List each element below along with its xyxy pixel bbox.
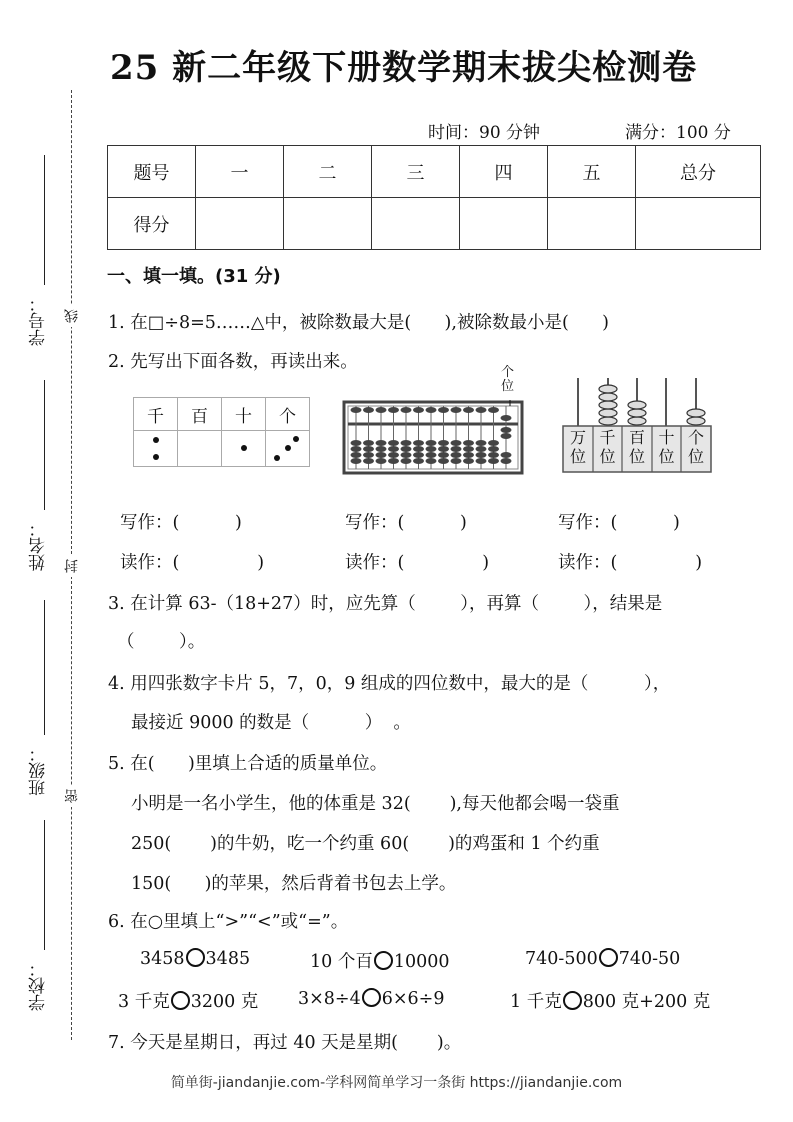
compare-left: 3458 <box>140 949 185 969</box>
question-5-line-2: 250( )的牛奶，吃一个约重 60( )的鸡蛋和 1 个约重 <box>131 834 600 854</box>
score-row-label: 得分 <box>108 198 196 250</box>
question-2: 2. 先写出下面各数，再读出来。 <box>108 352 358 372</box>
abacus-bead <box>401 407 412 413</box>
abacus-bead <box>488 458 499 464</box>
compare-right: 3485 <box>205 949 251 969</box>
class-line[interactable] <box>44 600 45 735</box>
compare-right: 6×6÷9 <box>381 989 445 1009</box>
count-dot <box>274 455 280 461</box>
question-4: 4. 用四张数字卡片 5，7，0，9 组成的四位数中，最大的是（ ）， <box>108 674 671 694</box>
question-3: 3. 在计算 63-（18+27）时，应先算（ ），再算（ ），结果是 <box>108 594 663 614</box>
score-cell[interactable] <box>460 198 548 250</box>
compare-circle[interactable] <box>186 948 205 967</box>
abacus-bead <box>488 446 499 452</box>
abacus-bead <box>401 440 412 446</box>
counter-label: 百位 <box>628 428 645 466</box>
compare-right: 740-50 <box>618 949 681 969</box>
abacus-bead <box>451 440 462 446</box>
abacus-bead <box>401 452 412 458</box>
abacus-bead <box>363 458 374 464</box>
compare-circle[interactable] <box>563 991 582 1010</box>
binding-word-seal: 封 <box>62 555 82 577</box>
abacus-bead <box>476 407 487 413</box>
abacus-bead <box>351 440 362 446</box>
page-title: 25 新二年级下册数学期末拔尖检测卷 <box>110 48 698 88</box>
abacus-bead <box>488 452 499 458</box>
abacus-bead <box>476 458 487 464</box>
binding-word-line: 线 <box>62 305 82 327</box>
read-blank-2[interactable]: 读作：( ) <box>345 553 490 573</box>
place-value-header: 千 <box>134 398 178 431</box>
abacus-bead <box>401 458 412 464</box>
name-line[interactable] <box>44 380 45 510</box>
abacus-bead <box>451 452 462 458</box>
abacus-bead <box>426 452 437 458</box>
question-5: 5. 在( )里填上合适的质量单位。 <box>108 754 388 774</box>
place-value-cell-thousands <box>134 431 178 467</box>
compare-item-1 <box>140 948 250 969</box>
abacus-bead <box>376 440 387 446</box>
compare-right: 3200 克 <box>190 992 259 1012</box>
counter-label: 十位 <box>658 428 675 466</box>
abacus-bead <box>426 440 437 446</box>
question-4-cont: 最接近 9000 的数是（ ） 。 <box>131 713 411 733</box>
abacus-bead <box>413 440 424 446</box>
compare-circle[interactable] <box>599 948 618 967</box>
score-table-header-row <box>108 146 761 198</box>
counter-labels <box>563 428 711 466</box>
abacus-bead <box>413 407 424 413</box>
abacus-bead <box>376 458 387 464</box>
question-3-cont: （ ）。 <box>117 632 206 652</box>
question-5-line-1: 小明是一名小学生，他的体重是 32( ),每天他都会喝一袋重 <box>131 794 620 814</box>
abacus-bead <box>501 427 512 433</box>
score-cell[interactable] <box>548 198 636 250</box>
count-dot <box>241 445 247 451</box>
binding-word-secret: 密 <box>62 785 82 807</box>
abacus-bead <box>363 440 374 446</box>
page-footer: 简单街-jiandanjie.com-学科网简单学习一条街 https://jiandanjie.com <box>170 1075 623 1091</box>
abacus-bead <box>363 446 374 452</box>
score-table <box>107 145 761 250</box>
count-dot <box>153 454 159 460</box>
abacus-bead <box>413 458 424 464</box>
school-line[interactable] <box>44 820 45 950</box>
compare-circle[interactable] <box>362 988 381 1007</box>
count-dot <box>293 436 299 442</box>
school-label: 学校： <box>29 960 49 1011</box>
abacus-bead <box>376 446 387 452</box>
place-value-table <box>133 397 310 467</box>
score-header-cell: 四 <box>460 146 548 198</box>
compare-left: 10 个百 <box>310 952 373 972</box>
score-header-cell: 一 <box>196 146 284 198</box>
question-6: 6. 在○里填上“>”“<”或“=”。 <box>108 912 349 932</box>
compare-left: 3 千克 <box>118 992 170 1012</box>
abacus-bead <box>426 446 437 452</box>
compare-item-3 <box>525 948 680 969</box>
abacus-bead <box>463 446 474 452</box>
compare-item-4 <box>118 988 258 1013</box>
abacus-bead <box>501 415 512 421</box>
compare-right: 800 克+200 克 <box>582 992 711 1012</box>
count-dot <box>153 437 159 443</box>
abacus-bead <box>463 440 474 446</box>
abacus-bead <box>488 440 499 446</box>
abacus-bead <box>351 446 362 452</box>
question-7: 7. 今天是星期日，再过 40 天是星期( )。 <box>108 1033 462 1053</box>
student-id-line[interactable] <box>44 155 45 285</box>
section-heading: 一、填一填。(31 分) <box>107 266 281 287</box>
abacus-bead <box>501 458 512 464</box>
write-blank-3[interactable]: 写作：( ) <box>558 513 680 533</box>
abacus-bead <box>451 407 462 413</box>
abacus-bead <box>413 452 424 458</box>
compare-item-6 <box>510 988 710 1013</box>
score-cell[interactable] <box>196 198 284 250</box>
abacus-bead <box>426 407 437 413</box>
abacus-bead <box>388 458 399 464</box>
score-cell[interactable] <box>372 198 460 250</box>
place-value-header: 十 <box>222 398 266 431</box>
question-5-line-3: 150( )的苹果，然后背着书包去上学。 <box>131 874 457 894</box>
abacus-bead <box>463 458 474 464</box>
abacus-bead <box>388 407 399 413</box>
abacus-bead <box>438 446 449 452</box>
counter-label: 万位 <box>569 428 586 466</box>
compare-left: 1 千克 <box>510 992 562 1012</box>
compare-right: 10000 <box>393 952 450 972</box>
abacus-bead <box>476 452 487 458</box>
compare-circle[interactable] <box>374 951 393 970</box>
write-blank-2[interactable]: 写作：( ) <box>345 513 467 533</box>
abacus-bead <box>363 452 374 458</box>
abacus-bead <box>438 440 449 446</box>
compare-item-2 <box>310 948 450 973</box>
compare-left: 3×8÷4 <box>298 989 361 1009</box>
abacus-bead <box>451 446 462 452</box>
abacus-bead <box>376 407 387 413</box>
counter-label: 个位 <box>687 428 704 466</box>
compare-item-5 <box>298 988 444 1009</box>
class-label: 班级： <box>29 745 49 796</box>
name-label: 姓名： <box>29 520 49 571</box>
compare-circle[interactable] <box>171 991 190 1010</box>
place-value-header: 个 <box>266 398 310 431</box>
score-header-cell: 五 <box>548 146 636 198</box>
abacus-bead <box>438 458 449 464</box>
score-header-cell: 三 <box>372 146 460 198</box>
score-header-cell: 题号 <box>108 146 196 198</box>
abacus-bead <box>463 407 474 413</box>
abacus-bead <box>388 446 399 452</box>
compare-left: 740-500 <box>525 949 598 969</box>
place-value-header: 百 <box>178 398 222 431</box>
abacus-bead <box>501 452 512 458</box>
count-dot <box>285 445 291 451</box>
abacus-bead <box>476 440 487 446</box>
abacus-ones-label: 个位 <box>501 365 515 394</box>
abacus-bead <box>388 440 399 446</box>
write-blank-1[interactable]: 写作：( ) <box>120 513 242 533</box>
abacus-bead <box>501 433 512 439</box>
abacus-icon <box>342 400 524 475</box>
abacus-bead <box>363 407 374 413</box>
place-value-cell-hundreds <box>178 431 222 467</box>
abacus-bead <box>351 452 362 458</box>
full-score: 满分：100 分 <box>625 123 731 143</box>
read-blank-3[interactable]: 读作：( ) <box>558 553 703 573</box>
abacus-bead <box>426 458 437 464</box>
score-cell[interactable] <box>284 198 372 250</box>
abacus-bead <box>351 458 362 464</box>
score-header-cell: 总分 <box>636 146 761 198</box>
abacus-bead <box>413 446 424 452</box>
abacus-bead <box>451 458 462 464</box>
abacus-bead <box>438 407 449 413</box>
abacus-bead <box>351 407 362 413</box>
exam-time: 时间：90 分钟 <box>428 123 541 143</box>
abacus-bead <box>438 452 449 458</box>
abacus-bead <box>463 452 474 458</box>
abacus-bead <box>488 407 499 413</box>
abacus-bead <box>388 452 399 458</box>
abacus-bead <box>376 452 387 458</box>
abacus-bead <box>476 446 487 452</box>
place-value-cell-tens <box>222 431 266 467</box>
student-id-label: 学号： <box>29 295 49 346</box>
counter-label: 千位 <box>599 428 616 466</box>
abacus-bead <box>401 446 412 452</box>
score-cell[interactable] <box>636 198 761 250</box>
place-value-cell-ones <box>266 431 310 467</box>
score-table-row <box>108 198 761 250</box>
question-1: 1. 在□÷8=5……△中，被除数最大是( ),被除数最小是( ) <box>108 313 609 333</box>
score-header-cell: 二 <box>284 146 372 198</box>
read-blank-1[interactable]: 读作：( ) <box>120 553 265 573</box>
